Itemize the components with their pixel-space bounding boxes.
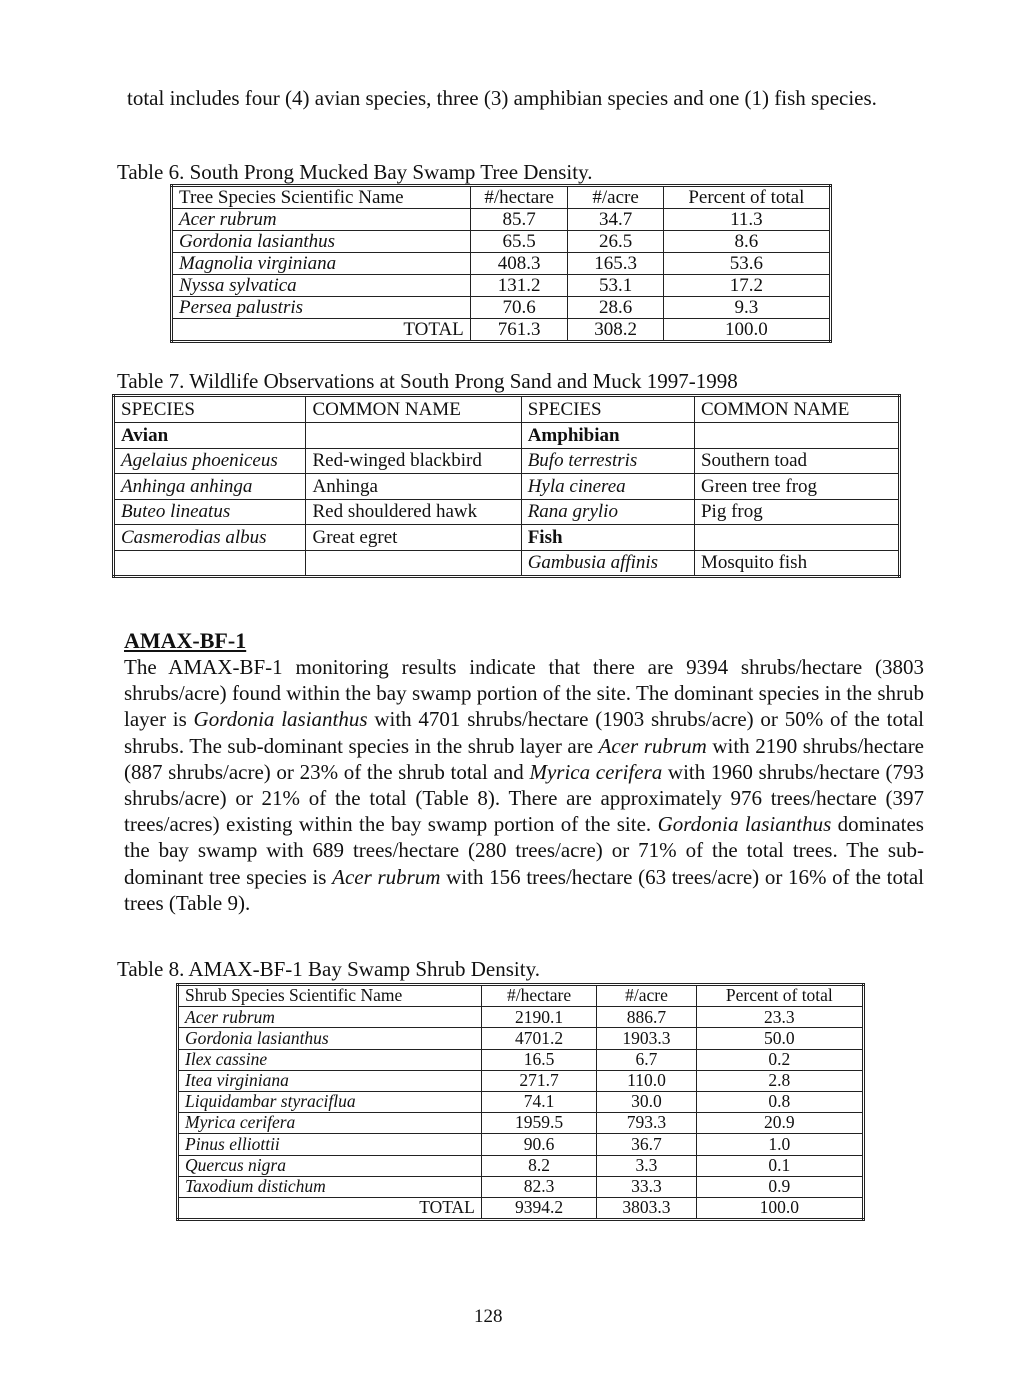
species-name [114, 550, 306, 577]
table8 [176, 983, 865, 1221]
column-header: COMMON NAME [694, 396, 899, 423]
species-name: Nyssa sylvatica [172, 275, 471, 297]
table-row [178, 1113, 864, 1134]
total-value: 308.2 [568, 319, 663, 342]
species-name: Gordonia lasianthus [657, 812, 832, 837]
common-name [306, 423, 521, 449]
value-cell: 16.5 [481, 1049, 596, 1070]
total-row [172, 319, 831, 342]
table-row [172, 297, 831, 319]
value-cell: 23.3 [696, 1007, 863, 1028]
table7-caption: Table 7. Wildlife Observations at South Prong Sand and Muck 1997-1998 [117, 369, 738, 393]
species-name: Myrica cerifera [178, 1113, 482, 1134]
species-name: Itea virginiana [178, 1070, 482, 1091]
column-header: COMMON NAME [306, 396, 521, 423]
value-cell: 26.5 [568, 231, 663, 253]
species-name: Hyla cinerea [521, 474, 694, 500]
value-cell: 50.0 [696, 1028, 863, 1049]
value-cell: 74.1 [481, 1091, 596, 1112]
total-row [178, 1197, 864, 1219]
column-header: #/hectare [481, 985, 596, 1007]
table-row [178, 1176, 864, 1197]
species-name: Magnolia virginiana [172, 253, 471, 275]
common-name: Red shouldered hawk [306, 499, 521, 525]
table-row [178, 1091, 864, 1112]
value-cell: 11.3 [663, 209, 830, 231]
common-name [694, 525, 899, 551]
value-cell: 90.6 [481, 1134, 596, 1155]
text-segment: with 156 trees/hectare (63 trees/acre) or 16% of the total trees (Table 9). [124, 864, 924, 915]
group-label: Amphibian [521, 423, 694, 449]
header-row [172, 186, 831, 209]
intro-text: total includes four (4) avian species, three (3) amphibian species and one (1) fish species. [127, 86, 877, 110]
column-header: Percent of total [663, 186, 830, 209]
species-name: Gordonia lasianthus [172, 231, 471, 253]
species-name: Anhinga anhinga [114, 474, 306, 500]
species-name: Acer rubrum [172, 209, 471, 231]
value-cell: 4701.2 [481, 1028, 596, 1049]
value-cell: 30.0 [597, 1091, 696, 1112]
value-cell: 85.7 [470, 209, 568, 231]
header-row [114, 396, 900, 423]
table-row [178, 1155, 864, 1176]
column-header: SPECIES [114, 396, 306, 423]
value-cell: 65.5 [470, 231, 568, 253]
value-cell: 0.1 [696, 1155, 863, 1176]
value-cell: 886.7 [597, 1007, 696, 1028]
species-name: Taxodium distichum [178, 1176, 482, 1197]
value-cell: 70.6 [470, 297, 568, 319]
value-cell: 1903.3 [597, 1028, 696, 1049]
table8-caption: Table 8. AMAX-BF-1 Bay Swamp Shrub Density. [117, 957, 540, 981]
common-name: Red-winged blackbird [306, 448, 521, 474]
species-name: Acer rubrum [598, 733, 707, 758]
value-cell: 131.2 [470, 275, 568, 297]
value-cell: 36.7 [597, 1134, 696, 1155]
value-cell: 165.3 [568, 253, 663, 275]
value-cell: 2190.1 [481, 1007, 596, 1028]
species-name: Ilex cassine [178, 1049, 482, 1070]
text-segment: dominates the bay swamp with 689 trees/hectare (280 trees/acre) or 71% of the total trees. The sub-dominant tree species is [124, 812, 924, 889]
value-cell: 1.0 [696, 1134, 863, 1155]
value-cell: 0.9 [696, 1176, 863, 1197]
table-row [114, 499, 900, 525]
text-segment: with 1960 shrubs/hectare (793 shrubs/acre) or 21% of the total (Table 8). There are approximately 976 trees/hectare (397 trees/acres) existing within the bay swamp portion of the site. [124, 759, 924, 837]
species-name: Rana grylio [521, 499, 694, 525]
group-label: Fish [521, 525, 694, 551]
total-value: 761.3 [470, 319, 568, 342]
table-row [178, 1134, 864, 1155]
value-cell: 28.6 [568, 297, 663, 319]
table-row [114, 525, 900, 551]
value-cell: 2.8 [696, 1070, 863, 1091]
common-name: Mosquito fish [694, 550, 899, 577]
text-segment: with 2190 shrubs/hectare (887 shrubs/acre) or 23% of the shrub total and [124, 733, 925, 784]
value-cell: 271.7 [481, 1070, 596, 1091]
value-cell: 408.3 [470, 253, 568, 275]
species-name: Myrica cerifera [529, 759, 663, 784]
table-row [172, 253, 831, 275]
species-name: Buteo lineatus [114, 499, 306, 525]
table-row [178, 1028, 864, 1049]
table-row [114, 423, 900, 449]
table-row [178, 1007, 864, 1028]
value-cell: 1959.5 [481, 1113, 596, 1134]
value-cell: 34.7 [568, 209, 663, 231]
text-segment: with 4701 shrubs/hectare (1903 shrubs/acre) or 50% of the total shrubs. The sub-dominant species in the shrub layer are [124, 707, 924, 758]
table-row [114, 550, 900, 577]
table6-caption: Table 6. South Prong Mucked Bay Swamp Tree Density. [117, 160, 593, 184]
value-cell: 8.2 [481, 1155, 596, 1176]
body-paragraph [124, 654, 924, 916]
value-cell: 17.2 [663, 275, 830, 297]
column-header: Percent of total [696, 985, 863, 1007]
page-number: 128 [474, 1306, 503, 1327]
table-row [172, 231, 831, 253]
group-label: Avian [114, 423, 306, 449]
total-value: 9394.2 [481, 1197, 596, 1219]
text-segment: The AMAX-BF-1 monitoring results indicate that there are 9394 shrubs/hectare (3803 shrubs/acre) found within the bay swamp portion of the site. The dominant species in the shrub layer is [124, 655, 924, 732]
common-name: Green tree frog [694, 474, 899, 500]
species-name: Gordonia lasianthus [178, 1028, 482, 1049]
species-name: Casmerodias albus [114, 525, 306, 551]
value-cell: 3.3 [597, 1155, 696, 1176]
species-name: Bufo terrestris [521, 448, 694, 474]
species-name: Persea palustris [172, 297, 471, 319]
common-name [694, 423, 899, 449]
table7 [112, 394, 901, 578]
value-cell: 110.0 [597, 1070, 696, 1091]
species-name: Acer rubrum [332, 864, 441, 889]
value-cell: 53.6 [663, 253, 830, 275]
total-value: 3803.3 [597, 1197, 696, 1219]
value-cell: 0.2 [696, 1049, 863, 1070]
column-header: SPECIES [521, 396, 694, 423]
table-row [172, 209, 831, 231]
species-name: Pinus elliottii [178, 1134, 482, 1155]
table-row [178, 1049, 864, 1070]
column-header: #/hectare [470, 186, 568, 209]
species-name: Quercus nigra [178, 1155, 482, 1176]
common-name [306, 550, 521, 577]
table-row [114, 448, 900, 474]
header-row [178, 985, 864, 1007]
value-cell: 33.3 [597, 1176, 696, 1197]
value-cell: 9.3 [663, 297, 830, 319]
column-header: Tree Species Scientific Name [172, 186, 471, 209]
common-name: Great egret [306, 525, 521, 551]
value-cell: 82.3 [481, 1176, 596, 1197]
total-label: TOTAL [172, 319, 471, 342]
common-name: Pig frog [694, 499, 899, 525]
total-value: 100.0 [663, 319, 830, 342]
value-cell: 20.9 [696, 1113, 863, 1134]
value-cell: 793.3 [597, 1113, 696, 1134]
value-cell: 0.8 [696, 1091, 863, 1112]
species-name: Liquidambar styraciflua [178, 1091, 482, 1112]
table-row [172, 275, 831, 297]
value-cell: 53.1 [568, 275, 663, 297]
species-name: Agelaius phoeniceus [114, 448, 306, 474]
column-header: #/acre [597, 985, 696, 1007]
table6 [170, 184, 832, 343]
species-name: Acer rubrum [178, 1007, 482, 1028]
value-cell: 6.7 [597, 1049, 696, 1070]
species-name: Gordonia lasianthus [193, 707, 368, 732]
column-header: #/acre [568, 186, 663, 209]
total-value: 100.0 [696, 1197, 863, 1219]
table-row [178, 1070, 864, 1091]
common-name: Anhinga [306, 474, 521, 500]
total-label: TOTAL [178, 1197, 482, 1219]
common-name: Southern toad [694, 448, 899, 474]
column-header: Shrub Species Scientific Name [178, 985, 482, 1007]
species-name: Gambusia affinis [521, 550, 694, 577]
value-cell: 8.6 [663, 231, 830, 253]
table-row [114, 474, 900, 500]
section-heading: AMAX-BF-1 [124, 628, 247, 653]
